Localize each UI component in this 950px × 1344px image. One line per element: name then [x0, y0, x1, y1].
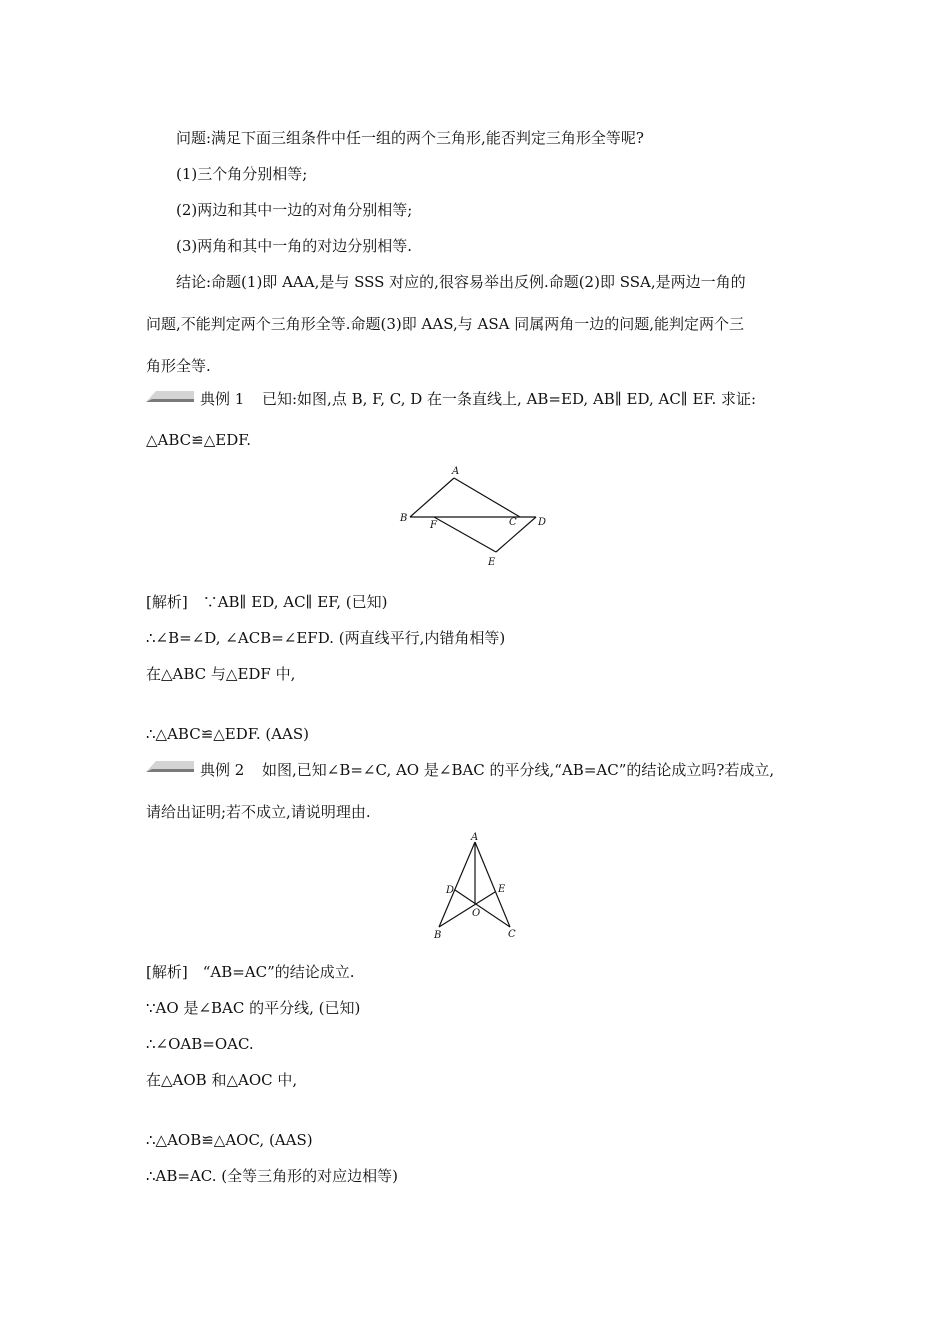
example2-solution-1: [解析] “AB=AC”的结论成立. [146, 963, 355, 981]
label-B: B [400, 513, 408, 524]
example-tag-icon [146, 758, 194, 772]
example1-figure [396, 462, 556, 572]
label-C: C [509, 517, 517, 528]
label-D: D [446, 885, 455, 896]
conclusion-line-1: 结论:命题(1)即 AAA,是与 SSS 对应的,很容易举出反例.命题(2)即 SSA,是两边一角的 [176, 273, 746, 291]
label-E: E [488, 557, 496, 568]
example1-label: 典例 1 [200, 390, 245, 408]
condition-3: (3)两角和其中一角的对边分别相等. [176, 237, 413, 255]
example1-solution-3: 在△ABC 与△EDF 中, [146, 665, 296, 683]
seg-AC [454, 478, 520, 517]
example2-solution-2: ∵AO 是∠BAC 的平分线, (已知) [146, 999, 361, 1017]
seg-AB [439, 842, 475, 927]
condition-2: (2)两边和其中一边的对角分别相等; [176, 201, 413, 219]
seg-FE [434, 517, 496, 552]
label-D: D [538, 517, 547, 528]
example1-solution-1: [解析] ∵AB∥ ED, AC∥ EF, (已知) [146, 593, 388, 611]
example2-text-line-2: 请给出证明;若不成立,请说明理由. [146, 803, 371, 821]
seg-BE [439, 892, 495, 927]
example-tag-icon [146, 388, 194, 402]
conclusion-line-3: 角形全等. [146, 357, 211, 375]
example2-solution-4: 在△AOB 和△AOC 中, [146, 1071, 298, 1089]
label-B: B [434, 930, 442, 941]
example2-solution-3: ∴∠OAB=OAC. [146, 1035, 254, 1053]
label-A: A [471, 832, 479, 843]
label-A: A [452, 466, 460, 477]
example2-figure [426, 832, 526, 942]
conclusion-line-2: 问题,不能判定两个三角形全等.命题(3)即 AAS,与 ASA 同属两角一边的问题,能判定两个三 [146, 315, 744, 333]
example2-label: 典例 2 [200, 761, 245, 779]
example1-text-line-2: △ABC≌△EDF. [146, 431, 252, 449]
question-text: 问题:满足下面三组条件中任一组的两个三角形,能否判定三角形全等呢? [176, 129, 644, 147]
label-F: F [430, 520, 437, 531]
label-O: O [472, 908, 481, 919]
label-E: E [498, 884, 506, 895]
seg-AB [410, 478, 454, 517]
example2-solution-6: ∴AB=AC. (全等三角形的对应边相等) [146, 1167, 398, 1185]
example2-solution-5: ∴△AOB≌△AOC, (AAS) [146, 1131, 313, 1149]
condition-1: (1)三个角分别相等; [176, 165, 308, 183]
example1-text-line-1: 已知:如图,点 B, F, C, D 在一条直线上, AB=ED, AB∥ ED, AC∥ EF. 求证: [262, 390, 757, 408]
label-C: C [508, 929, 516, 940]
example1-solution-2: ∴∠B=∠D, ∠ACB=∠EFD. (两直线平行,内错角相等) [146, 629, 506, 647]
example1-solution-4: ∴△ABC≌△EDF. (AAS) [146, 725, 310, 743]
example2-text-line-1: 如图,已知∠B=∠C, AO 是∠BAC 的平分线,“AB=AC”的结论成立吗?若成立, [262, 761, 775, 779]
